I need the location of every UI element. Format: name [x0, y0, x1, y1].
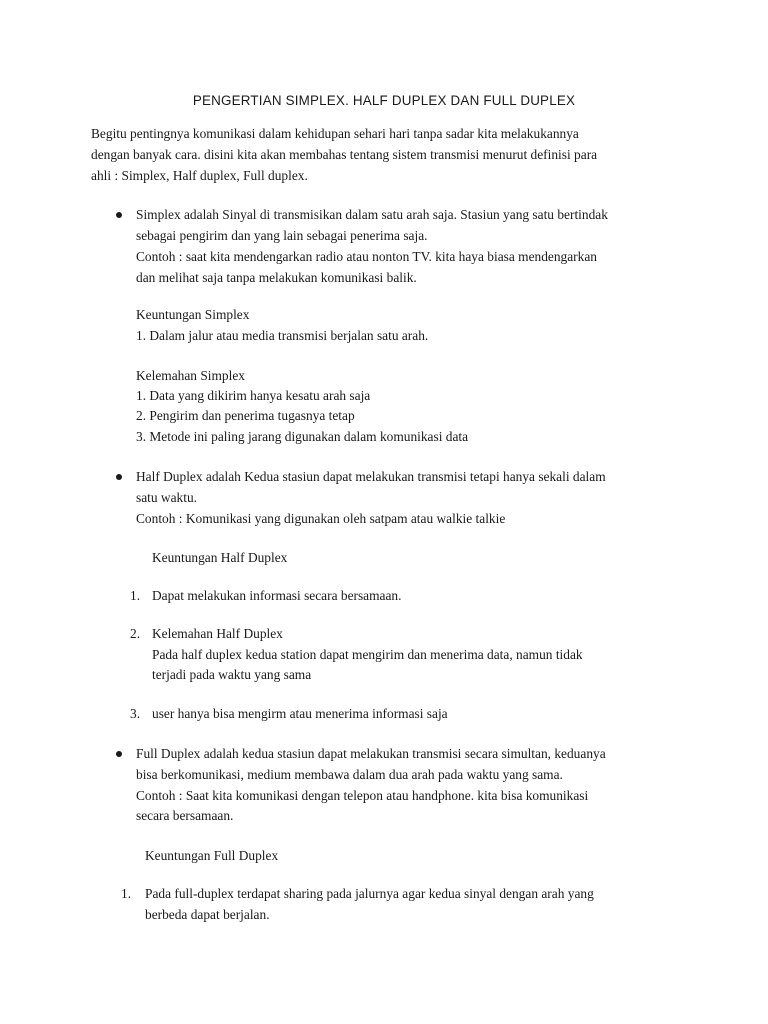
full-duplex-advantages-heading: Keuntungan Full Duplex	[145, 848, 279, 863]
simplex-advantage-item: 1. Dalam jalur atau media transmisi berjalan satu arah.	[136, 328, 429, 343]
full-duplex-example-line: Contoh : Saat kita komunikasi dengan telepon atau handphone. kita bisa komunikasi	[136, 788, 589, 803]
full-duplex-definition-line: Full Duplex adalah kedua stasiun dapat melakukan transmisi secara simultan, keduanya	[136, 746, 606, 761]
intro-line: Begitu pentingnya komunikasi dalam kehidupan sehari hari tanpa sadar kita melakukannya	[91, 126, 579, 141]
half-duplex-list-item: Dapat melakukan informasi secara bersamaan.	[152, 588, 402, 603]
full-duplex-list-item: Pada full-duplex terdapat sharing pada jalurnya agar kedua sinyal dengan arah yang	[145, 886, 594, 901]
half-duplex-definition-line: Half Duplex adalah Kedua stasiun dapat melakukan transmisi tetapi hanya sekali dalam	[136, 469, 606, 484]
bullet-icon	[116, 474, 122, 480]
intro-line: ahli : Simplex, Half duplex, Full duplex.	[91, 168, 308, 183]
simplex-example-line: Contoh : saat kita mendengarkan radio atau nonton TV. kita haya biasa mendengarkan	[136, 249, 597, 264]
full-duplex-definition-line: bisa berkomunikasi, medium membawa dalam dua arah pada waktu yang sama.	[136, 767, 563, 782]
simplex-disadvantage-item: 1. Data yang dikirim hanya kesatu arah saja	[136, 388, 371, 403]
half-duplex-list-item: user hanya bisa mengirm atau menerima informasi saja	[152, 706, 448, 721]
simplex-disadvantages-heading: Kelemahan Simplex	[136, 368, 245, 383]
half-duplex-list-item: Kelemahan Half Duplex	[152, 626, 283, 641]
half-duplex-example-line: Contoh : Komunikasi yang digunakan oleh satpam atau walkie talkie	[136, 511, 506, 526]
simplex-definition-line: Simplex adalah Sinyal di transmisikan dalam satu arah saja. Stasiun yang satu bertindak	[136, 207, 608, 222]
half-duplex-list-detail: terjadi pada waktu yang sama	[152, 667, 312, 682]
simplex-advantages-heading: Keuntungan Simplex	[136, 307, 250, 322]
bullet-icon	[116, 212, 122, 218]
page-title: PENGERTIAN SIMPLEX. HALF DUPLEX DAN FULL DUPLEX	[192, 93, 576, 108]
half-duplex-definition-line: satu waktu.	[136, 490, 197, 505]
simplex-definition-line: sebagai pengirim dan yang lain sebagai penerima saja.	[136, 228, 428, 243]
full-duplex-example-line: secara bersamaan.	[136, 808, 234, 823]
simplex-disadvantage-item: 2. Pengirim dan penerima tugasnya tetap	[136, 408, 355, 423]
list-number: 3.	[130, 706, 141, 721]
simplex-example-line: dan melihat saja tanpa melakukan komunikasi balik.	[136, 270, 417, 285]
list-number: 2.	[130, 626, 141, 641]
intro-line: dengan banyak cara. disini kita akan membahas tentang sistem transmisi menurut definisi para	[91, 147, 598, 162]
half-duplex-list-detail: Pada half duplex kedua station dapat mengirim dan menerima data, namun tidak	[152, 647, 583, 662]
full-duplex-list-item: berbeda dapat berjalan.	[145, 907, 270, 922]
list-number: 1.	[121, 886, 132, 901]
bullet-icon	[116, 751, 122, 757]
half-duplex-advantages-heading: Keuntungan Half Duplex	[152, 550, 288, 565]
simplex-disadvantage-item: 3. Metode ini paling jarang digunakan dalam komunikasi data	[136, 429, 469, 444]
list-number: 1.	[130, 588, 141, 603]
